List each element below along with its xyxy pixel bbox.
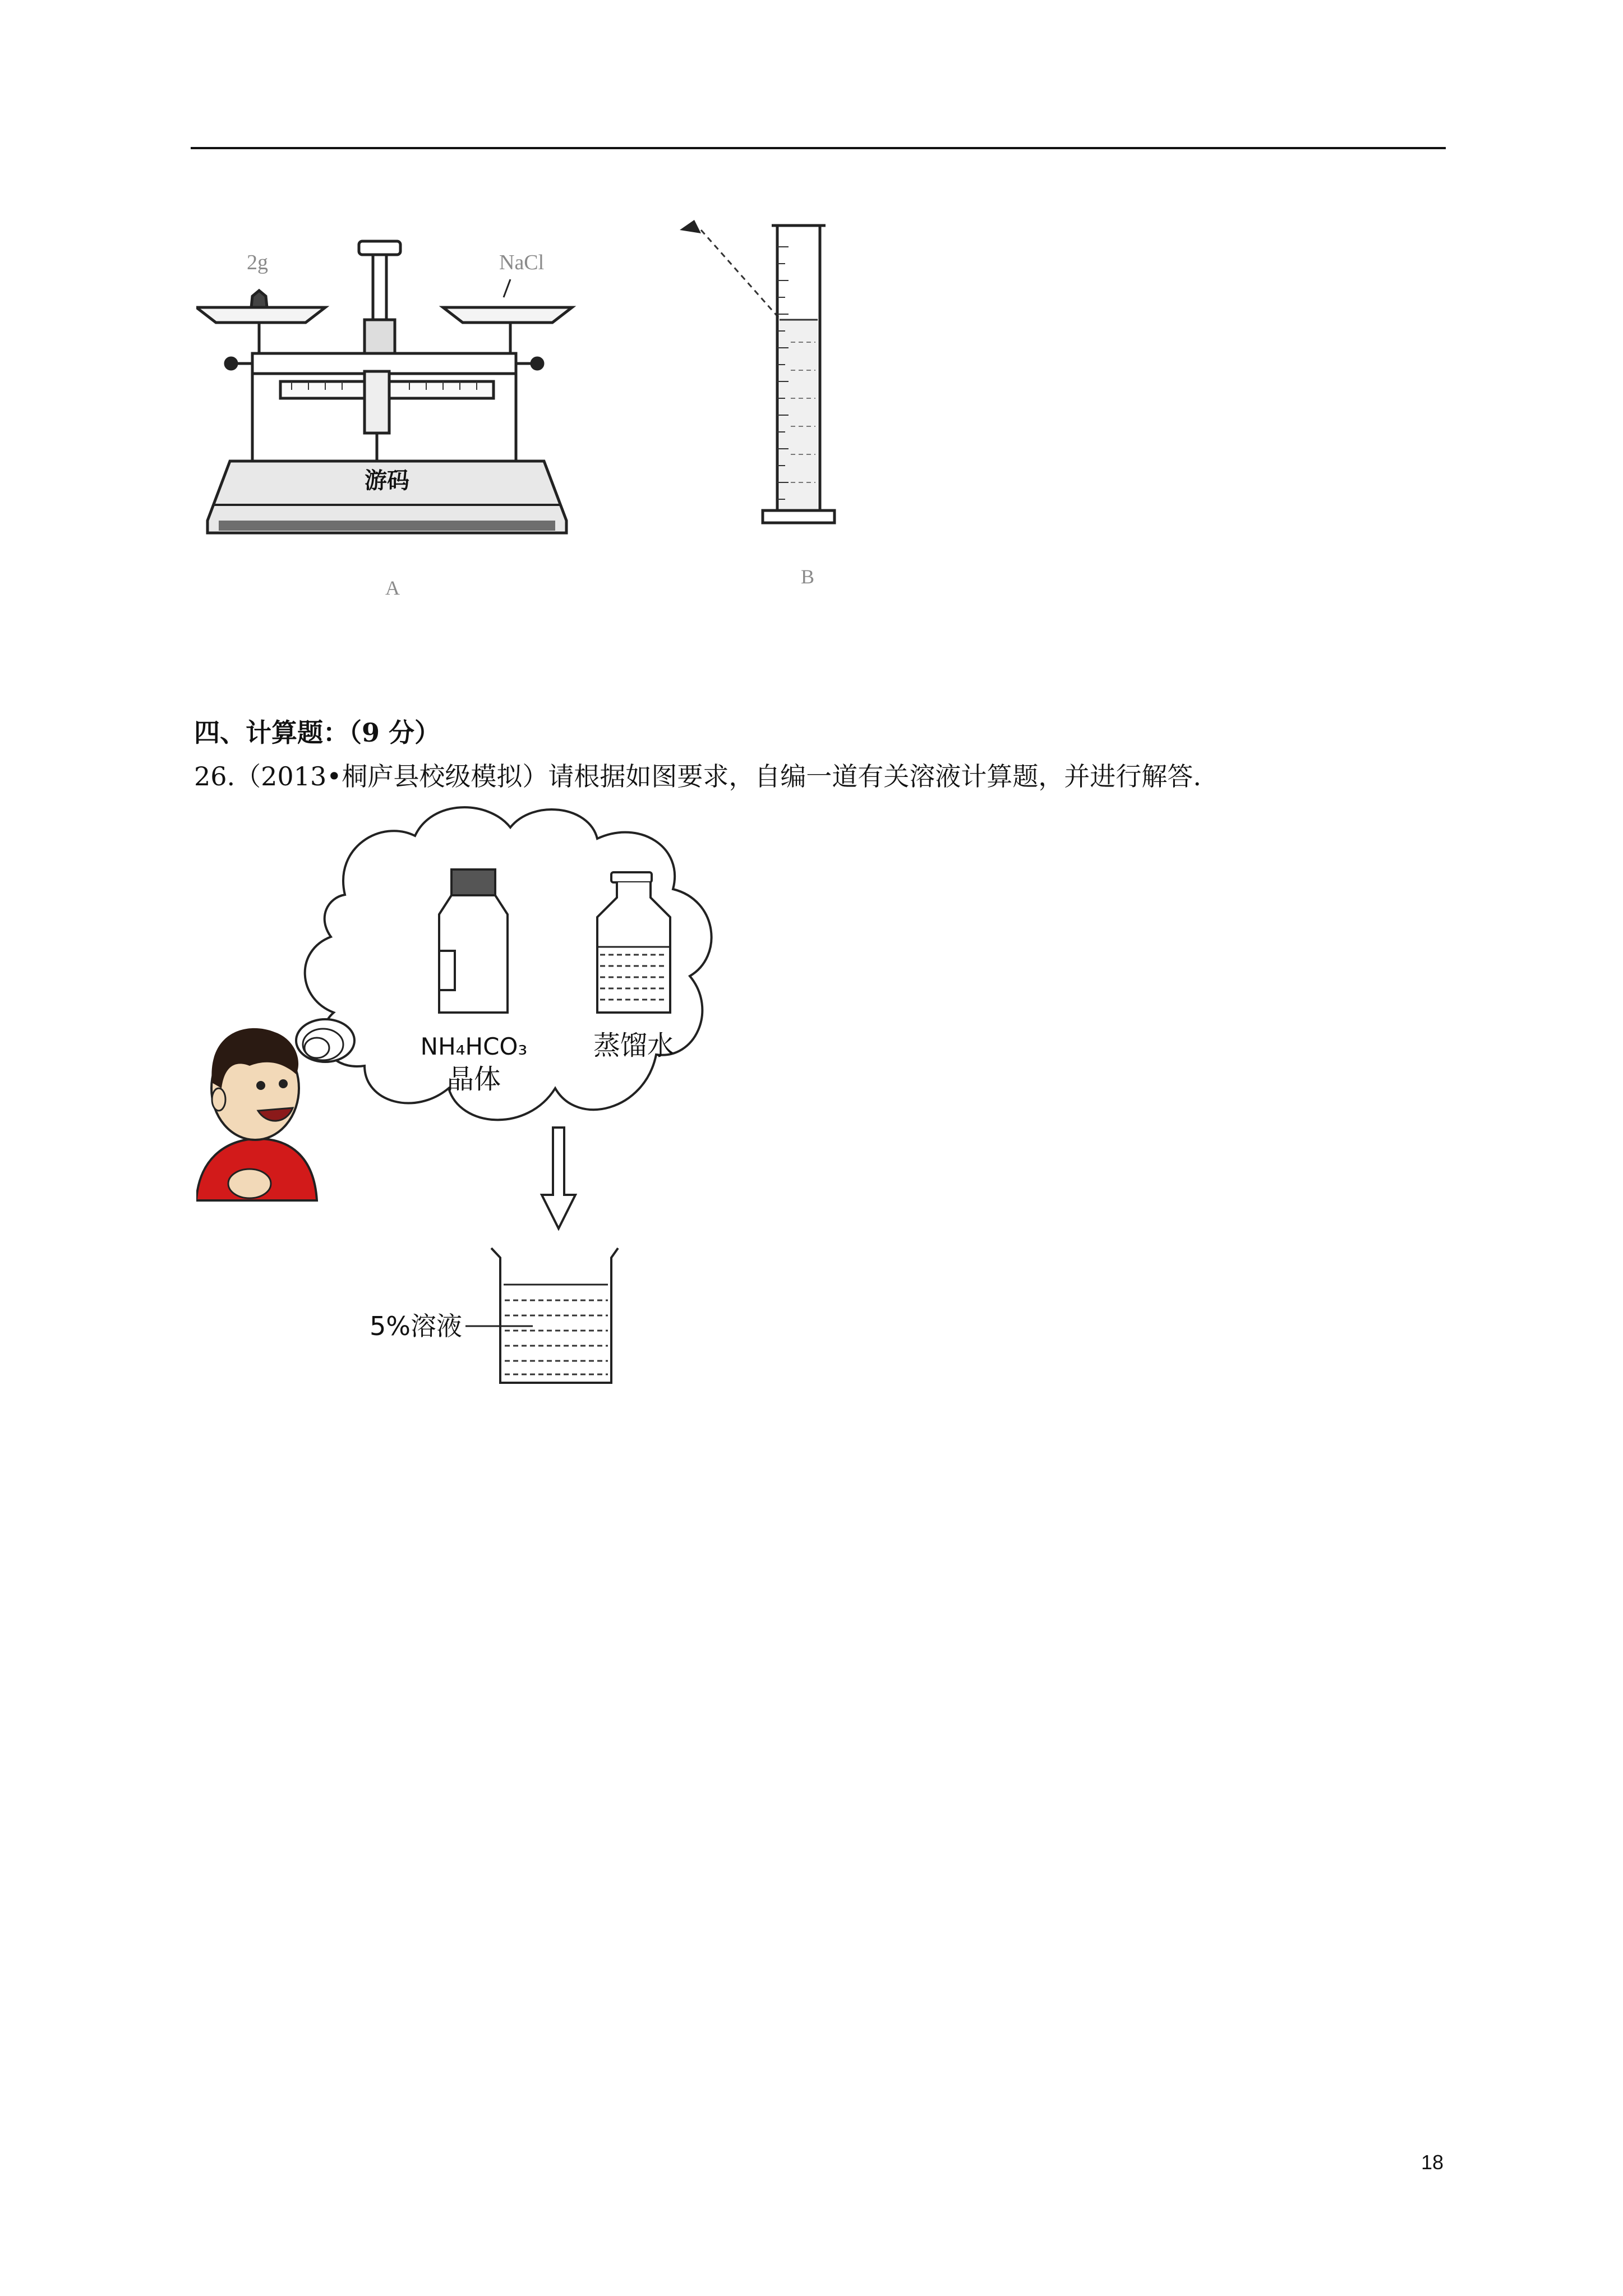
figure-a-caption: A — [385, 577, 400, 599]
boy-illustration — [196, 1028, 317, 1200]
water-label: 蒸馏水 — [593, 1030, 675, 1061]
balance-figure — [196, 213, 578, 606]
rider-label: 游码 — [365, 468, 409, 494]
header-rule — [191, 147, 1446, 149]
eye-icon — [680, 220, 701, 233]
figure-b-caption: B — [800, 565, 815, 588]
solution-label: 5%溶液 — [370, 1311, 462, 1341]
section-heading: 四、计算题：（9 分） — [194, 717, 441, 748]
question-text: 26.（2013•桐庐县校级模拟）请根据如图要求，自编一道有关溶液计算题，并进行解答. — [194, 761, 1201, 792]
graduated-cylinder-figure — [679, 213, 864, 606]
page-number: 18 — [1421, 2151, 1444, 2174]
solution-prep-figure — [196, 797, 768, 1391]
left-pan-label: 2g — [247, 251, 268, 274]
crystal-formula: NH₄HCO₃ — [420, 1033, 528, 1060]
right-pan-label: NaCl — [499, 251, 545, 274]
crystal-label: 晶体 — [446, 1064, 501, 1095]
